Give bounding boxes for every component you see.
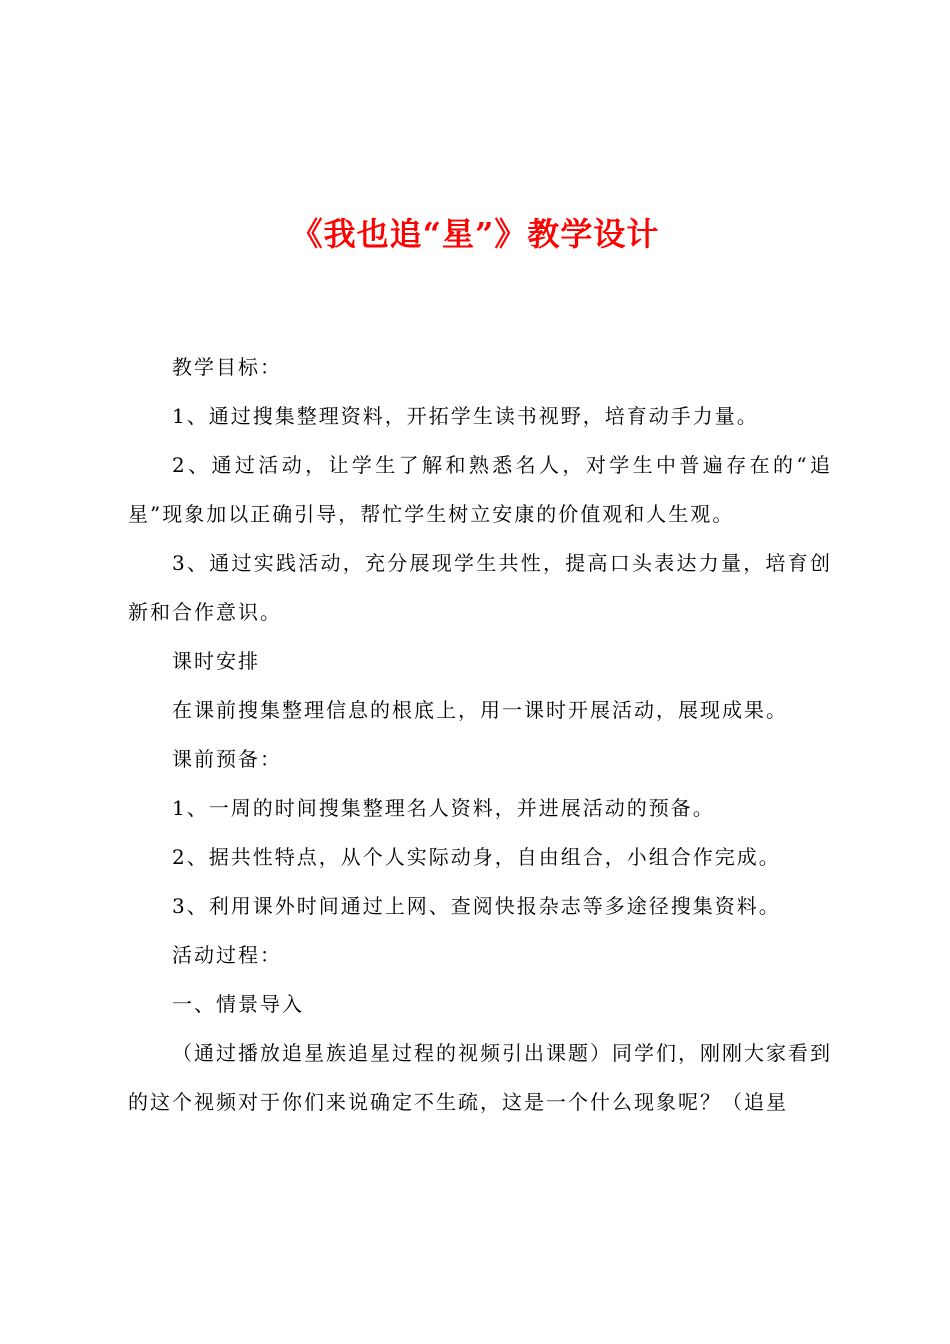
document-title: 《我也追“星”》教学设计 [290,215,660,253]
paragraph-preparation-2: 2、据共性特点，从个人实际动身，自由组合，小组合作完成。 [172,845,781,869]
paragraph-schedule-heading: 课时安排 [172,649,260,673]
paragraph-goal-1: 1、通过搜集整理资料，开拓学生读书视野，培育动手力量。 [172,404,759,428]
paragraph-section-1-body: （通过播放追星族追星过程的视频引出课题）同学们，刚刚大家看到的这个视频对于你们来说确定不生疏，这是一个什么现象呢？（追星 [128,1041,832,1114]
paragraph-teaching-goals-heading: 教学目标： [172,355,282,379]
paragraph-preparation-heading: 课前预备： [172,747,282,771]
paragraph-goal-3: 3、通过实践活动，充分展现学生共性，提高口头表达力量，培育创新和合作意识。 [128,551,832,624]
paragraph-preparation-1: 1、一周的时间搜集整理名人资料，并进展活动的预备。 [172,796,715,820]
paragraph-process-heading: 活动过程： [172,943,282,967]
paragraph-schedule: 在课前搜集整理信息的根底上，用一课时开展活动，展现成果。 [172,698,788,722]
document-body [128,343,832,1127]
paragraph-section-1-heading: 一、情景导入 [172,992,304,1016]
paragraph-preparation-3: 3、利用课外时间通过上网、查阅快报杂志等多途径搜集资料。 [172,894,781,918]
paragraph-goal-2: 2、通过活动，让学生了解和熟悉名人，对学生中普遍存在的“追星”现象加以正确引导，帮忙学生树立安康的价值观和人生观。 [128,453,832,526]
